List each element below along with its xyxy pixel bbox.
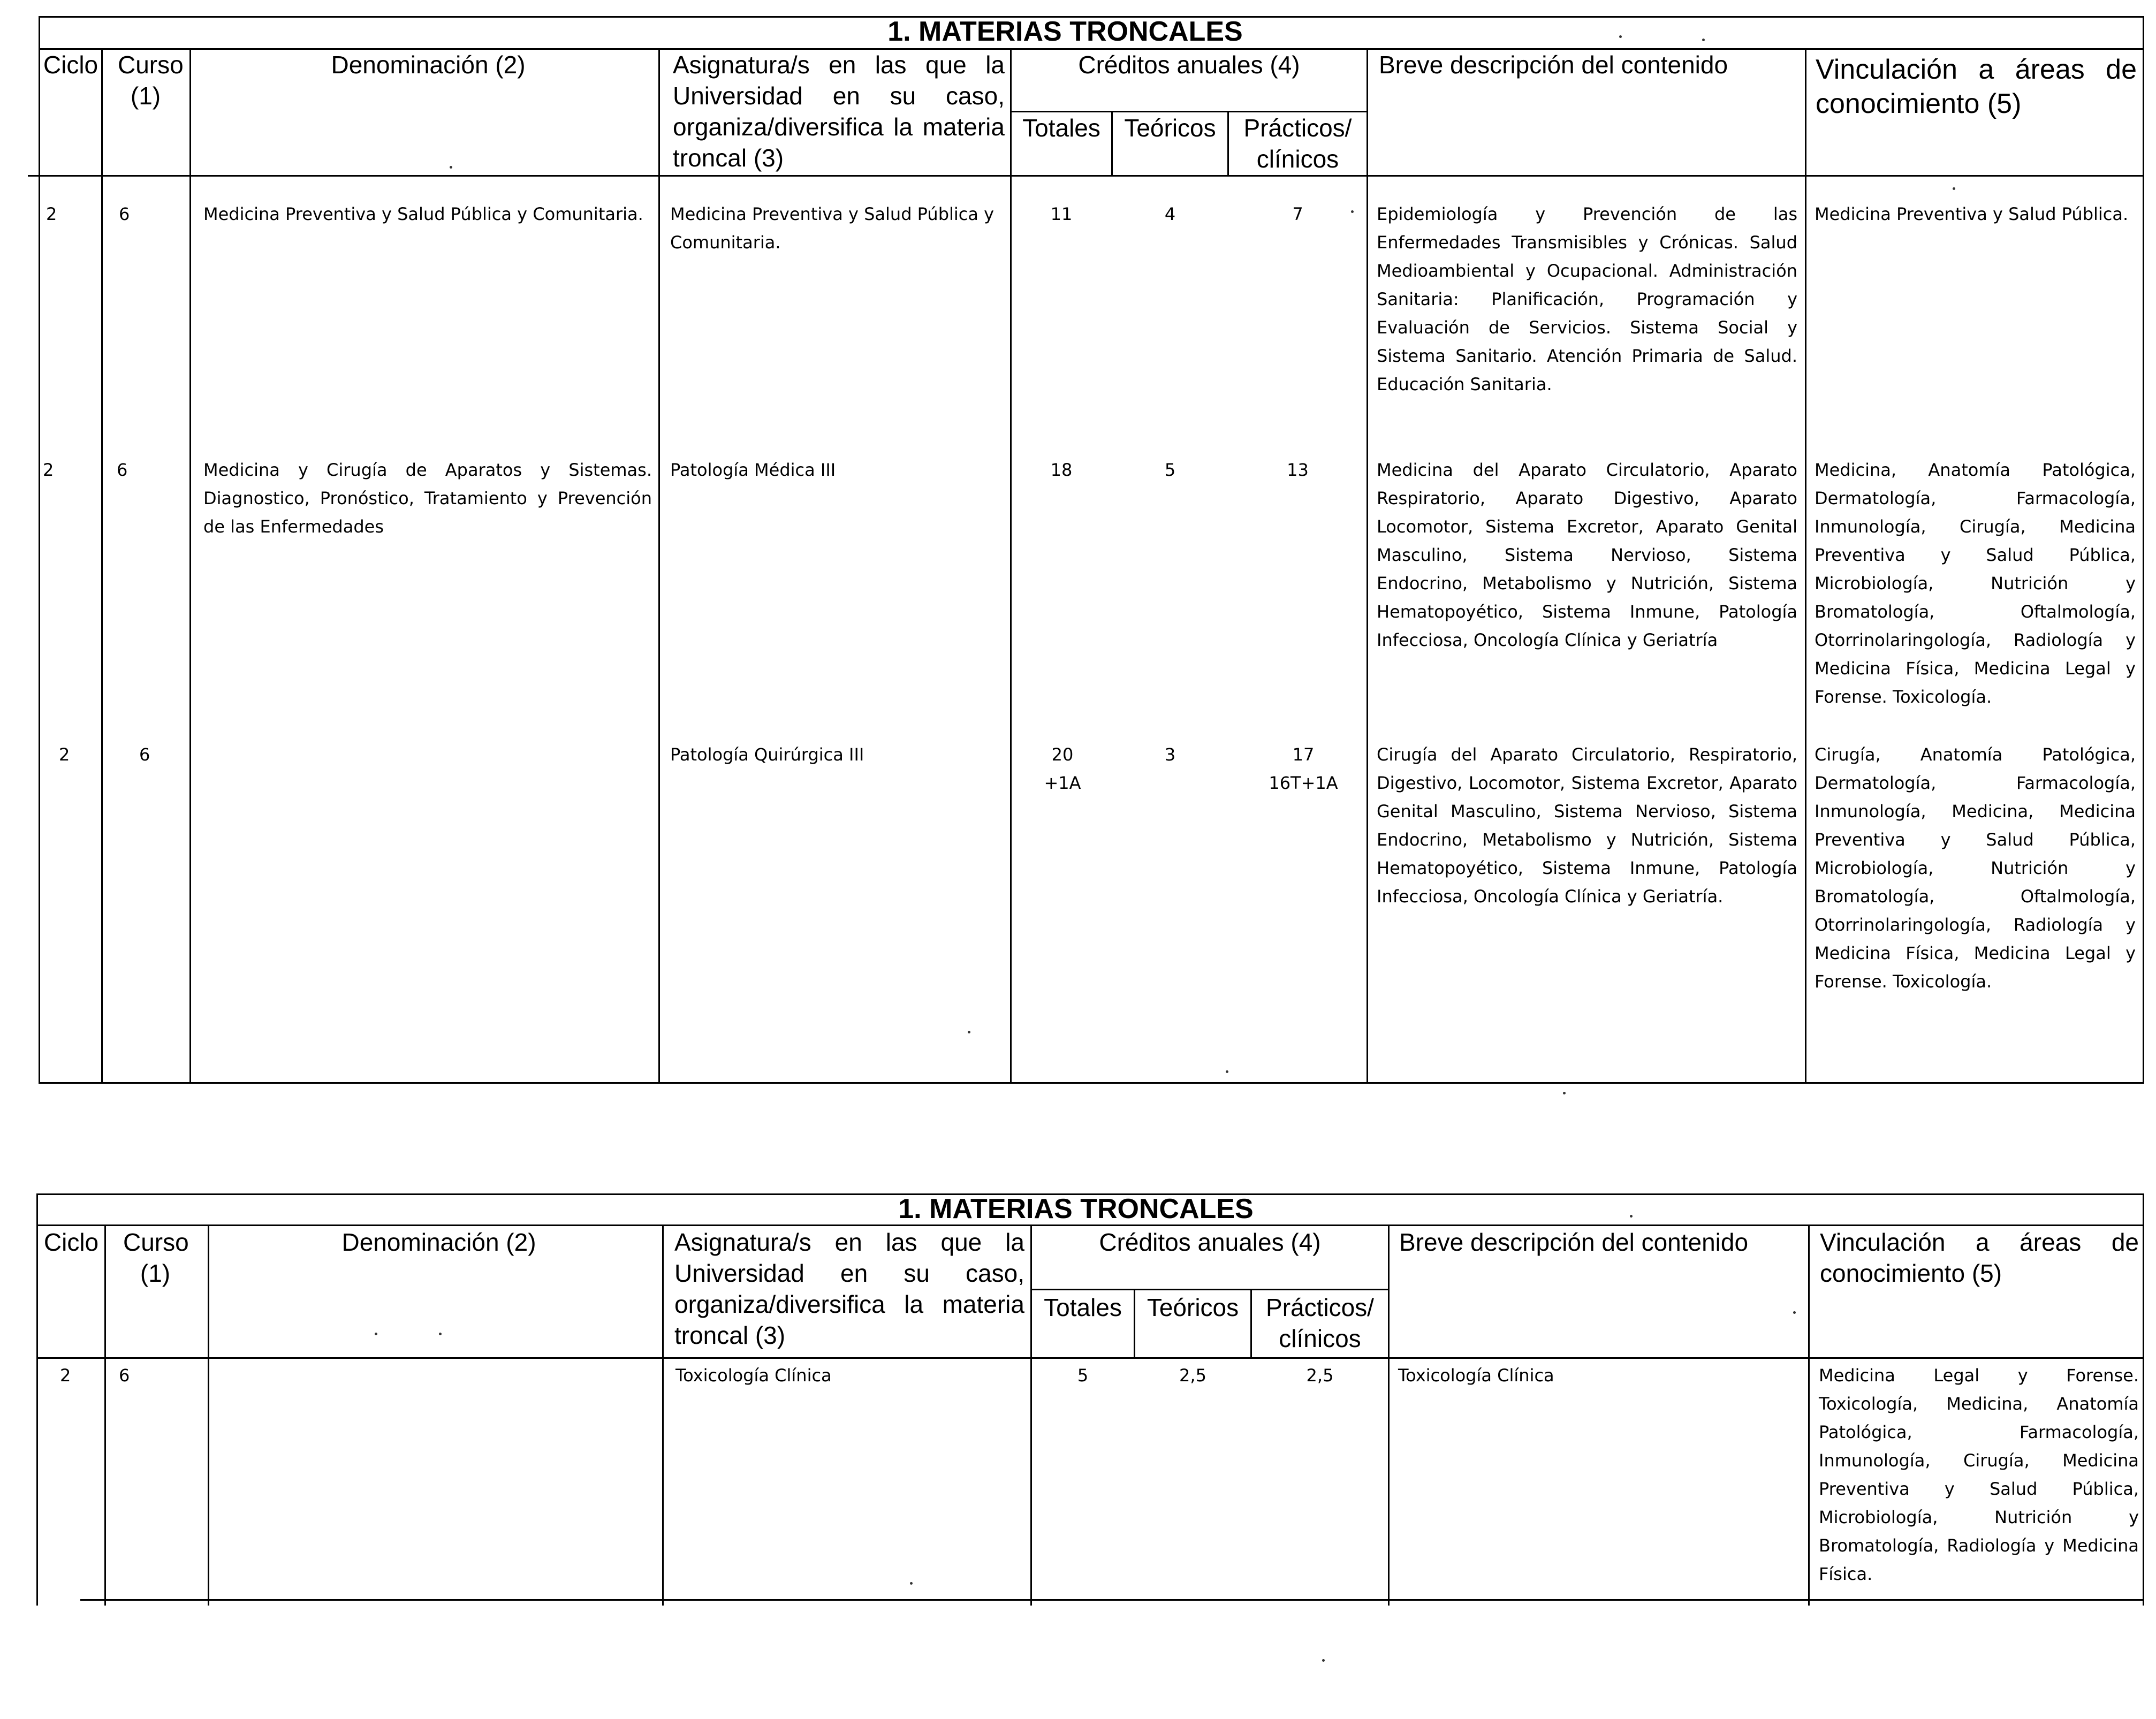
table-1-row-3-ciclo: 2 (59, 744, 70, 765)
table-2-row-1-curso: 6 (119, 1365, 130, 1386)
header-descripcion: Breve descripción del contenido (1379, 51, 1728, 79)
table-2-bottom (80, 1599, 2144, 1601)
table-2-col-line (104, 1224, 106, 1606)
header-totales: Totales (1044, 1294, 1122, 1321)
scan-speck (1322, 1659, 1325, 1662)
scan-speck (1619, 35, 1622, 38)
scan-speck (375, 1333, 377, 1335)
table-2-row-1-asignatura: Toxicología Clínica (675, 1365, 832, 1386)
table-2-header-bottom (36, 1357, 2144, 1359)
scan-speck (1563, 1092, 1566, 1094)
header-totales: Totales (1022, 114, 1100, 142)
header-vinculacion: Vinculación a áreas de conocimiento (5) (1820, 1228, 2139, 1287)
table-2-col-line (662, 1224, 664, 1606)
header-teoricos: Teóricos (1124, 114, 1216, 142)
header-practicos: Prácticos/ clínicos (1243, 114, 1352, 173)
table-1-row-1-descripcion: Epidemiología y Prevención de las Enfermedades Transmisibles y Crónicas. Salud Medioambiental y Ocupacional. Administración Sanitaria: Planificación, Programación y Evaluación de Servicios. Sistema Social y Sistema Sanitario. Atención Primaria de Salud. Educación Sanitaria. (1377, 204, 1797, 394)
header-creditos: Créditos anuales (4) (1078, 51, 1300, 79)
header-curso: Curso (1) (118, 51, 184, 110)
header-descripcion: Breve descripción del contenido (1399, 1228, 1749, 1256)
scan-speck (1953, 187, 1955, 190)
table-1-row-2-practicos: 13 (1287, 460, 1309, 480)
table-1-col-line (189, 48, 191, 1084)
scan-speck (1630, 1215, 1633, 1218)
table-1-row-1-teoricos: 4 (1164, 204, 1176, 224)
table-1-row-1-denominacion: Medicina Preventiva y Salud Pública y Comunitaria. (203, 204, 643, 224)
table-2-col-line (1808, 1224, 1810, 1606)
table-1-row-2-asignatura: Patología Médica III (670, 460, 836, 480)
table-2-col-line (208, 1224, 209, 1606)
table-1-row-2-curso: 6 (117, 460, 128, 480)
table-1-row-2-teoricos: 5 (1164, 460, 1176, 480)
header-ciclo: Ciclo (43, 51, 98, 79)
scan-speck (439, 1333, 442, 1335)
header-teoricos: Teóricos (1147, 1294, 1239, 1321)
scan-speck (450, 166, 452, 169)
scan-speck (1793, 1311, 1796, 1314)
table-1-row-2-vinculacion: Medicina, Anatomía Patológica, Dermatología, Farmacología, Inmunología, Cirugía, Medicina Preventiva y Salud Pública, Microbiología, Nutrición y Bromatología, Oftalmología, Otorrinolaringología, Radiología y Medicina Física, Medicina Legal y Forense. Toxicología. (1815, 460, 2136, 707)
header-vinculacion: Vinculación a áreas de conocimiento (5) (1816, 54, 2137, 119)
table-1-row-1-ciclo: 2 (46, 204, 57, 224)
table-2-row-1-totales: 5 (1077, 1365, 1089, 1386)
header-denominacion: Denominación (2) (341, 1228, 536, 1256)
table-2-creditos-divider (1030, 1289, 1388, 1290)
table-2-row-1-practicos: 2,5 (1306, 1365, 1334, 1386)
table-1-col-line (101, 48, 103, 1084)
header-ciclo: Ciclo (43, 1228, 99, 1256)
table-1-row-2-ciclo: 2 (43, 460, 54, 480)
table-1-col-line (658, 48, 660, 1084)
table-1-row-3-asignatura: Patología Quirúrgica III (670, 744, 864, 765)
table-2-title-divider (36, 1224, 2144, 1226)
table-1-header-bottom (28, 175, 2144, 177)
table-1-row-3-teoricos: 3 (1164, 744, 1176, 765)
table-1-row-1-asignatura: Medicina Preventiva y Salud Pública y Comunitaria. (670, 204, 995, 253)
table-1-col-line (1367, 48, 1368, 1084)
table-2-row-1-ciclo: 2 (60, 1365, 71, 1386)
header-curso: Curso (1) (123, 1228, 189, 1287)
header-asignatura: Asignatura/s en las que la Universidad en su caso, organiza/diversifica la materia troncal (3) (674, 1228, 1024, 1349)
table-1-row-3-vinculacion: Cirugía, Anatomía Patológica, Dermatología, Farmacología, Inmunología, Medicina, Medicina Preventiva y Salud Pública, Microbiología, Nutrición y Bromatología, Oftalmología, Otorrinolaringología, Radiología y Medicina Física, Medicina Legal y Forense. Toxicología. (1815, 744, 2136, 992)
table-1-row-3-practicos: 17 16T+1A (1269, 744, 1338, 793)
table-1-row-3-curso: 6 (139, 744, 150, 765)
table-1-row-1-vinculacion: Medicina Preventiva y Salud Pública. (1815, 204, 2129, 224)
table-1-row-2-denominacion: Medicina y Cirugía de Aparatos y Sistemas. Diagnostico, Pronóstico, Tratamiento y Prevención de las Enfermedades (203, 460, 652, 537)
header-denominacion: Denominación (2) (331, 51, 526, 79)
scan-speck (968, 1031, 970, 1033)
table-2-row-1-descripcion: Toxicología Clínica (1398, 1365, 1554, 1386)
table-2-title: 1. MATERIAS TRONCALES (898, 1193, 1254, 1224)
header-asignatura: Asignatura/s en las que la Universidad en su caso, organiza/diversifica la materia troncal (3) (673, 51, 1005, 172)
table-1-row-1-totales: 11 (1050, 204, 1073, 224)
table-1-row-1-practicos: 7 (1292, 204, 1303, 224)
table-1-row-2-descripcion: Medicina del Aparato Circulatorio, Aparato Respiratorio, Aparato Digestivo, Aparato Locomotor, Sistema Excretor, Aparato Genital Masculino, Sistema Nervioso, Sistema Endocrino, Metabolismo y Nutrición, Sistema Hematopoyético, Sistema Inmune, Patología Infecciosa, Oncología Clínica y Geriatría (1377, 460, 1797, 650)
table-1-row-1-curso: 6 (119, 204, 130, 224)
table-2-col-line (1388, 1224, 1390, 1606)
table-2-row-1-vinculacion: Medicina Legal y Forense. Toxicología, Medicina, Anatomía Patológica, Farmacología, Inmunología, Cirugía, Medicina Preventiva y Salud Pública, Microbiología, Nutrición y Bromatología, Radiología y Medicina Física. (1819, 1365, 2139, 1584)
header-practicos: Prácticos/ clínicos (1266, 1294, 1374, 1352)
table-1-row-3-totales: 20 +1A (1044, 744, 1081, 793)
scan-speck (910, 1582, 913, 1585)
scan-speck (1702, 39, 1705, 41)
table-2-right (2143, 1193, 2144, 1606)
scan-speck (1226, 1070, 1228, 1073)
table-1-title: 1. MATERIAS TRONCALES (887, 16, 1243, 47)
table-2-row-1-teoricos: 2,5 (1179, 1365, 1206, 1386)
table-1-row-2-totales: 18 (1050, 460, 1073, 480)
table-1-row-3-descripcion: Cirugía del Aparato Circulatorio, Respiratorio, Digestivo, Locomotor, Sistema Excretor, Aparato Genital Masculino, Sistema Nervioso, Sistema Endocrino, Metabolismo y Nutrición, Sistema Hematopoyético, Sistema Inmune, Patología Infecciosa, Oncología Clínica y Geriatría. (1377, 744, 1797, 907)
scan-speck (1351, 210, 1354, 213)
table-1-col-line (1805, 48, 1806, 1084)
table-2-col-line (1030, 1224, 1032, 1606)
header-creditos: Créditos anuales (4) (1099, 1228, 1321, 1256)
